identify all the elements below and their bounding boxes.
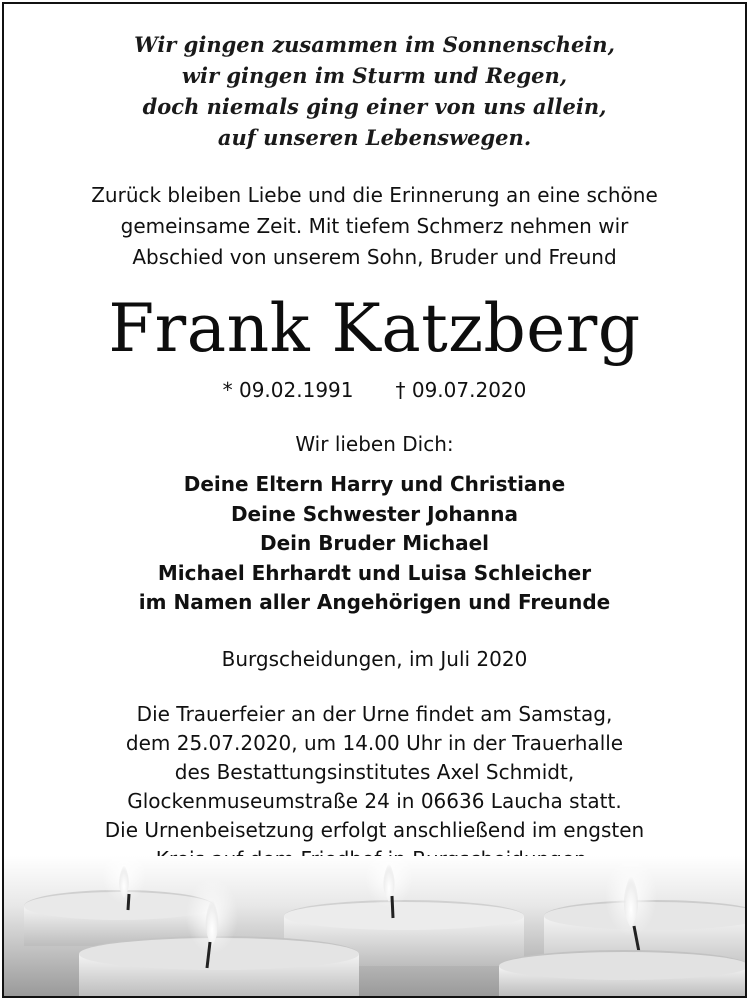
- deceased-name: Frank Katzberg: [108, 290, 641, 367]
- poem-line: doch niemals ging einer von uns allein,: [142, 94, 607, 119]
- intro-text: [4, 180, 745, 273]
- ceremony-line: Die Urnenbeisetzung erfolgt anschließend im engsten: [104, 818, 645, 842]
- poem-line: Wir gingen zusammen im Sonnenschein,: [134, 32, 615, 57]
- ceremony-line: dem 25.07.2020, um 14.00 Uhr in der Trauerhalle: [125, 731, 624, 755]
- family-member: Deine Schwester Johanna: [230, 501, 519, 526]
- family-member: im Namen aller Angehörigen und Freunde: [138, 590, 611, 614]
- love-heading: Wir lieben Dich:: [295, 432, 454, 456]
- life-dates: [4, 376, 745, 404]
- ceremony-line: Die Trauerfeier an der Urne findet am Samstag,: [136, 702, 613, 726]
- ceremony-line: des Bestattungsinstitutes Axel Schmidt,: [174, 760, 575, 784]
- ceremony-info: [4, 700, 745, 874]
- poem-line: auf unseren Lebenswegen.: [217, 125, 532, 150]
- ceremony-line: Glockenmuseumstraße 24 in 06636 Laucha statt.: [127, 789, 622, 813]
- candles-image: [4, 856, 745, 996]
- intro-line: Zurück bleiben Liebe und die Erinnerung an eine schöne: [91, 183, 658, 207]
- family-member: Deine Eltern Harry und Christiane: [183, 472, 566, 496]
- poem: [4, 29, 745, 153]
- death-date: † 09.07.2020: [395, 378, 527, 402]
- family-list: [4, 470, 745, 618]
- family-member: Dein Bruder Michael: [259, 531, 490, 555]
- place-date: Burgscheidungen, im Juli 2020: [221, 647, 528, 671]
- obituary-notice: [2, 2, 747, 998]
- intro-line: Abschied von unserem Sohn, Bruder und Freund: [132, 245, 617, 269]
- poem-line: wir gingen im Sturm und Regen,: [181, 63, 568, 88]
- family-member: Michael Ehrhardt und Luisa Schleicher: [157, 560, 592, 585]
- intro-line: gemeinsame Zeit. Mit tiefem Schmerz nehmen wir: [120, 214, 629, 238]
- birth-date: * 09.02.1991: [222, 378, 354, 402]
